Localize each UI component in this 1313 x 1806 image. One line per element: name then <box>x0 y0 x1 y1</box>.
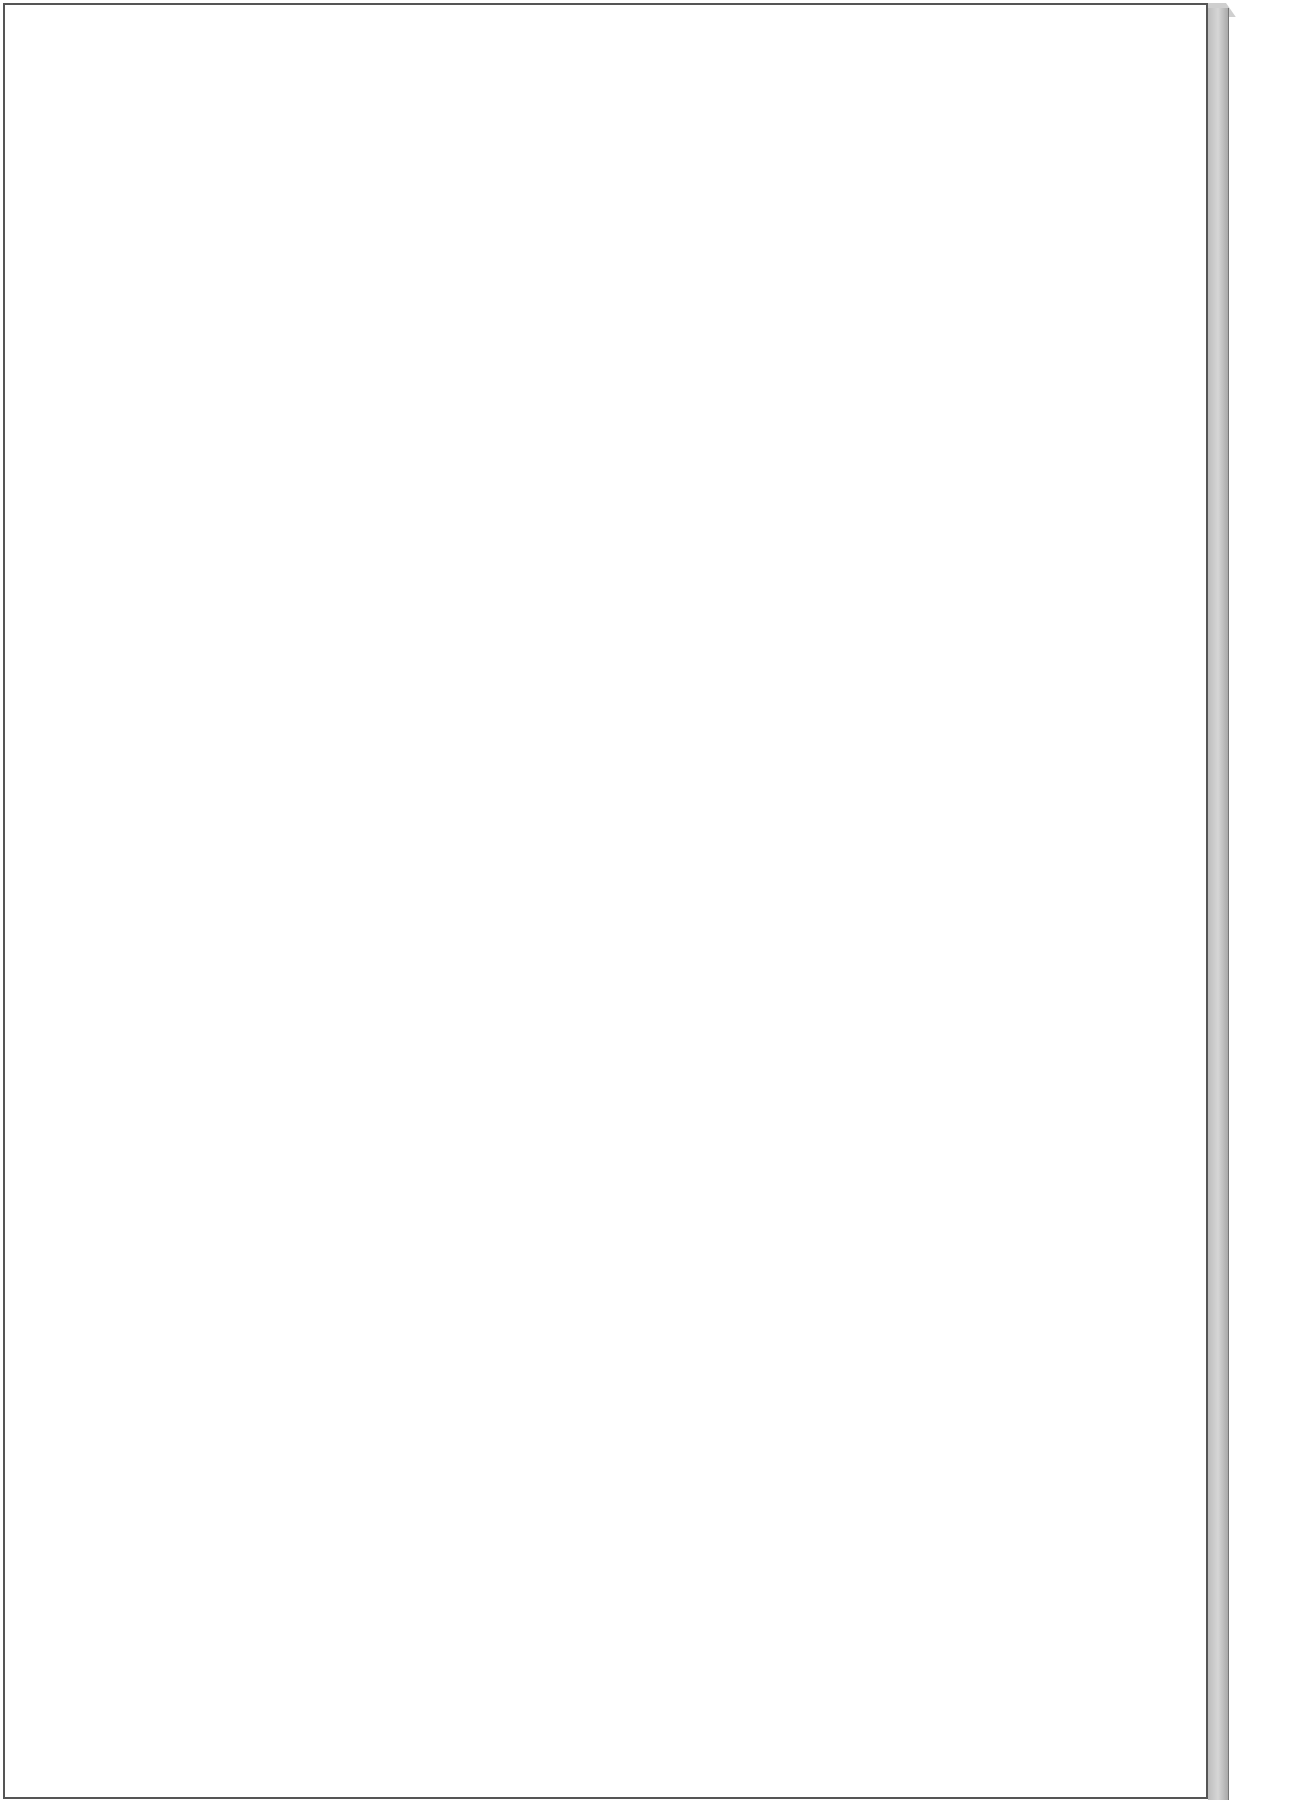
page-edge <box>1208 8 1229 1800</box>
book-page <box>3 3 1208 1799</box>
